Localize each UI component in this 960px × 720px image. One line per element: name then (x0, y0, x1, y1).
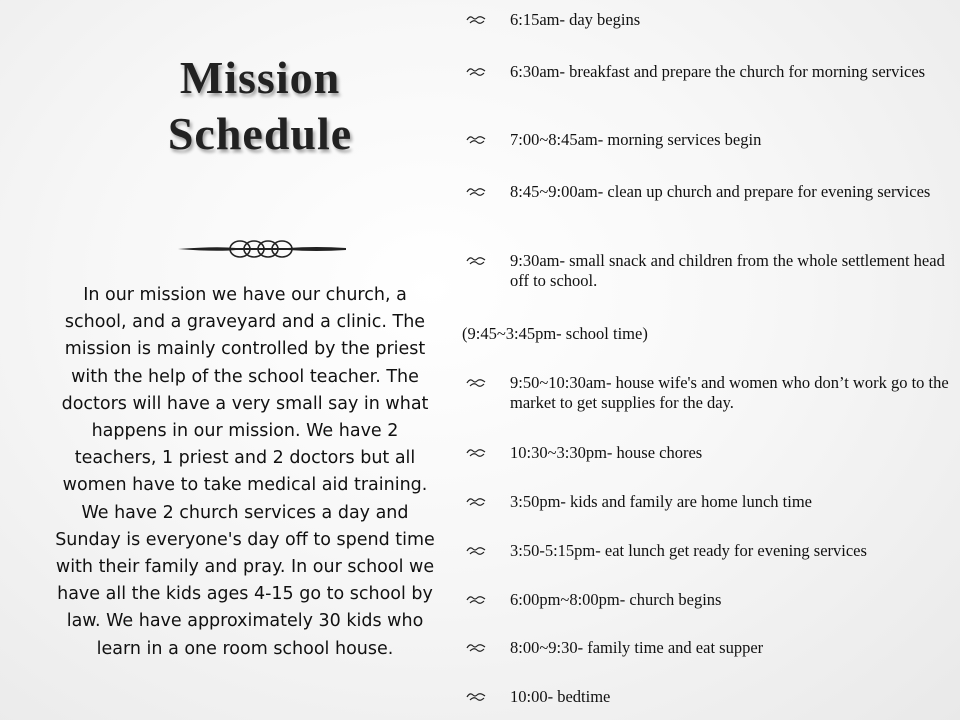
schedule-item-text: 10:30~3:30pm- house chores (510, 443, 703, 462)
bullet-icon (466, 66, 486, 78)
schedule-item-text: 9:50~10:30am- house wife's and women who don’t work go to the market to get supplies for the day. (510, 373, 949, 412)
bullet-icon (466, 545, 486, 557)
schedule-item-text: 7:00~8:45am- morning services begin (510, 130, 762, 149)
schedule-item (462, 62, 952, 82)
bullet-icon (466, 496, 486, 508)
schedule-item-text: 8:00~9:30- family time and eat supper (510, 638, 764, 657)
schedule-item (462, 687, 952, 707)
bullet-icon (466, 255, 486, 267)
schedule-item-text: 9:30am- small snack and children from the whole settlement head off to school. (510, 251, 945, 290)
bullet-icon (466, 447, 486, 459)
bullet-icon (466, 691, 486, 703)
schedule-item-text: 6:00pm~8:00pm- church begins (510, 590, 722, 609)
schedule-item (462, 443, 952, 463)
schedule-item-text: 6:15am- day begins (510, 10, 641, 29)
slide-title-line-1: Mission (179, 52, 341, 103)
slide-title-line-2: Schedule (167, 108, 353, 159)
bullet-icon (466, 134, 486, 146)
schedule-item (462, 590, 952, 610)
slide-title (100, 50, 420, 162)
schedule-item-text: (9:45~3:45pm- school time) (462, 324, 648, 343)
bullet-icon (466, 594, 486, 606)
schedule-item (462, 251, 952, 291)
schedule-item (462, 638, 952, 658)
schedule-note (462, 324, 952, 344)
mission-description: In our mission we have our church, a school, and a graveyard and a clinic. The mission is mainly controlled by the priest with the help of the school teacher. The doctors will have a very small say in what happens in our mission. We have 2 teachers, 1 priest and 2 doctors but all women have to take medical aid training. We have 2 church services a day and Sunday is everyone's day off to spend time with their family and pray. In our school we have all the kids ages 4-15 go to school by law. We have approximately 30 kids who learn in a one room school house. (55, 285, 435, 659)
bullet-icon (466, 377, 486, 389)
schedule-item-text: 6:30am- breakfast and prepare the church for morning services (510, 62, 926, 81)
schedule-item (462, 492, 952, 512)
schedule-item (462, 130, 952, 150)
schedule-item (462, 10, 952, 30)
schedule-item-text: 8:45~9:00am- clean up church and prepare for evening services (510, 182, 931, 201)
schedule-item (462, 182, 952, 202)
bullet-icon (466, 642, 486, 654)
bullet-icon (466, 186, 486, 198)
flourish-divider-icon (176, 234, 348, 264)
schedule-item-text: 3:50pm- kids and family are home lunch time (510, 492, 812, 511)
schedule-item-text: 10:00- bedtime (510, 687, 611, 706)
bullet-icon (466, 14, 486, 26)
schedule-item (462, 541, 952, 561)
schedule-item (462, 373, 952, 413)
schedule-item-text: 3:50-5:15pm- eat lunch get ready for evening services (510, 541, 867, 560)
